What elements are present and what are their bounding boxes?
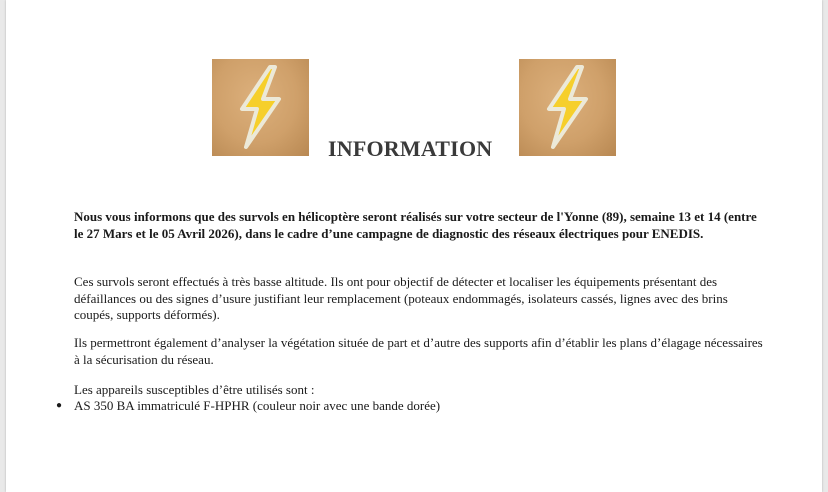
document-page xyxy=(6,0,822,492)
page-title: INFORMATION xyxy=(328,136,493,161)
lightning-bolt-icon xyxy=(519,59,616,156)
lightning-tile-right xyxy=(519,59,616,156)
aircraft-list-item: AS 350 BA immatriculé F-HPHR (couleur noir avec une bande dorée) xyxy=(74,398,441,413)
lightning-bolt-icon xyxy=(212,59,309,156)
flight-description-paragraph: Ces survols seront effectués à très basse altitude. Ils ont pour objectif de détecter et localiser les équipements présentant des défaillances ou des signes d’usure justifiant leur remplacement (poteaux endommagés, isolateurs cassés, lignes avec des brins coupés, supports déformés). xyxy=(74,274,728,322)
lightning-tile-left xyxy=(212,59,309,156)
vegetation-paragraph: Ils permettront également d’analyser la végétation située de part et d’autre des supports afin d’établir les plans d’élagage nécessaires à la sécurisation du réseau. xyxy=(74,335,763,367)
aircraft-list-intro: Les appareils susceptibles d’être utilisés sont : xyxy=(74,382,315,397)
intro-paragraph: Nous vous informons que des survols en hélicoptère seront réalisés sur votre secteur de l'Yonne (89), semaine 13 et 14 (entre le 27 Mars et le 05 Avril 2026), dans le cadre d’une campagne de diagnostic des réseaux électriques pour ENEDIS. xyxy=(74,209,757,241)
bullet-icon: ● xyxy=(56,400,63,411)
